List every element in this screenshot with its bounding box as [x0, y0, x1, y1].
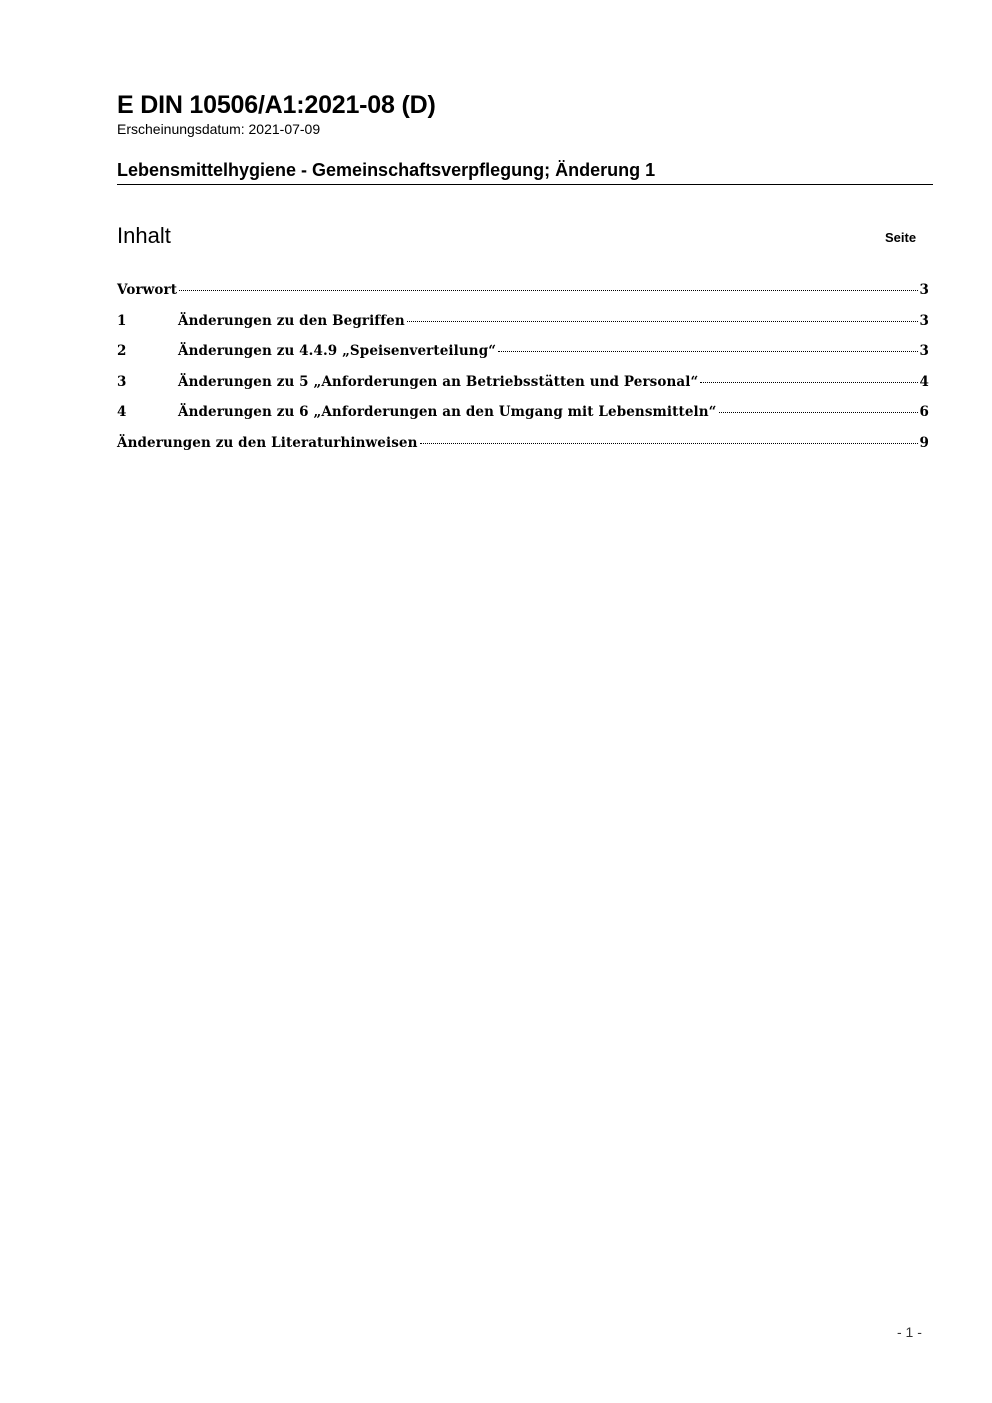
- toc-entry-page: 3: [919, 282, 929, 298]
- toc-entry-number: 2: [117, 343, 127, 359]
- document-header: [117, 90, 933, 138]
- toc-entry-vorwort[interactable]: [117, 280, 929, 311]
- toc-entry-3[interactable]: [117, 372, 929, 403]
- toc-entry-page: 6: [919, 404, 929, 420]
- toc-entry-2[interactable]: [117, 341, 929, 372]
- toc-entry-page: 4: [919, 373, 929, 390]
- toc-leader-dots: [420, 443, 918, 444]
- toc-entry-page: 3: [919, 343, 929, 359]
- toc-entry-page: 3: [919, 312, 929, 329]
- toc-leader-dots: [719, 412, 918, 413]
- toc-leader-dots: [179, 290, 917, 291]
- toc-entry-page: 9: [919, 434, 929, 451]
- toc-entry-text: Änderungen zu 6 „Anforderungen an den Umgang mit Lebensmitteln“: [178, 404, 717, 420]
- publication-date: Erscheinungsdatum: 2021-07-09: [117, 121, 321, 137]
- toc-entry-4[interactable]: [117, 402, 929, 433]
- toc-leader-dots: [407, 321, 918, 322]
- toc-entry-text: Änderungen zu den Begriffen: [178, 312, 405, 329]
- toc-entry-text: Änderungen zu 5 „Anforderungen an Betriebsstätten und Personal“: [178, 373, 699, 390]
- toc-entry-1[interactable]: [117, 311, 929, 342]
- toc-entry-text: Vorwort: [117, 282, 178, 298]
- toc-entry-literaturhinweise[interactable]: [117, 433, 929, 464]
- toc-entry-number: 3: [117, 373, 127, 390]
- toc-entry-text: Änderungen zu 4.4.9 „Speisenverteilung“: [178, 343, 497, 359]
- toc-entry-number: 4: [117, 404, 127, 420]
- document-id: E DIN 10506/A1:2021-08 (D): [117, 91, 436, 119]
- toc-heading: Inhalt: [117, 223, 171, 248]
- toc-leader-dots: [498, 351, 917, 352]
- table-of-contents: [117, 280, 929, 463]
- toc-entry-number: 1: [117, 312, 127, 329]
- toc-page-column-label: Seite: [885, 230, 917, 245]
- page-number: - 1 -: [897, 1324, 922, 1340]
- toc-leader-dots: [700, 382, 917, 383]
- document-title: Lebensmittelhygiene - Gemeinschaftsverpflegung; Änderung 1: [117, 158, 933, 185]
- toc-entry-text: Änderungen zu den Literaturhinweisen: [117, 434, 418, 451]
